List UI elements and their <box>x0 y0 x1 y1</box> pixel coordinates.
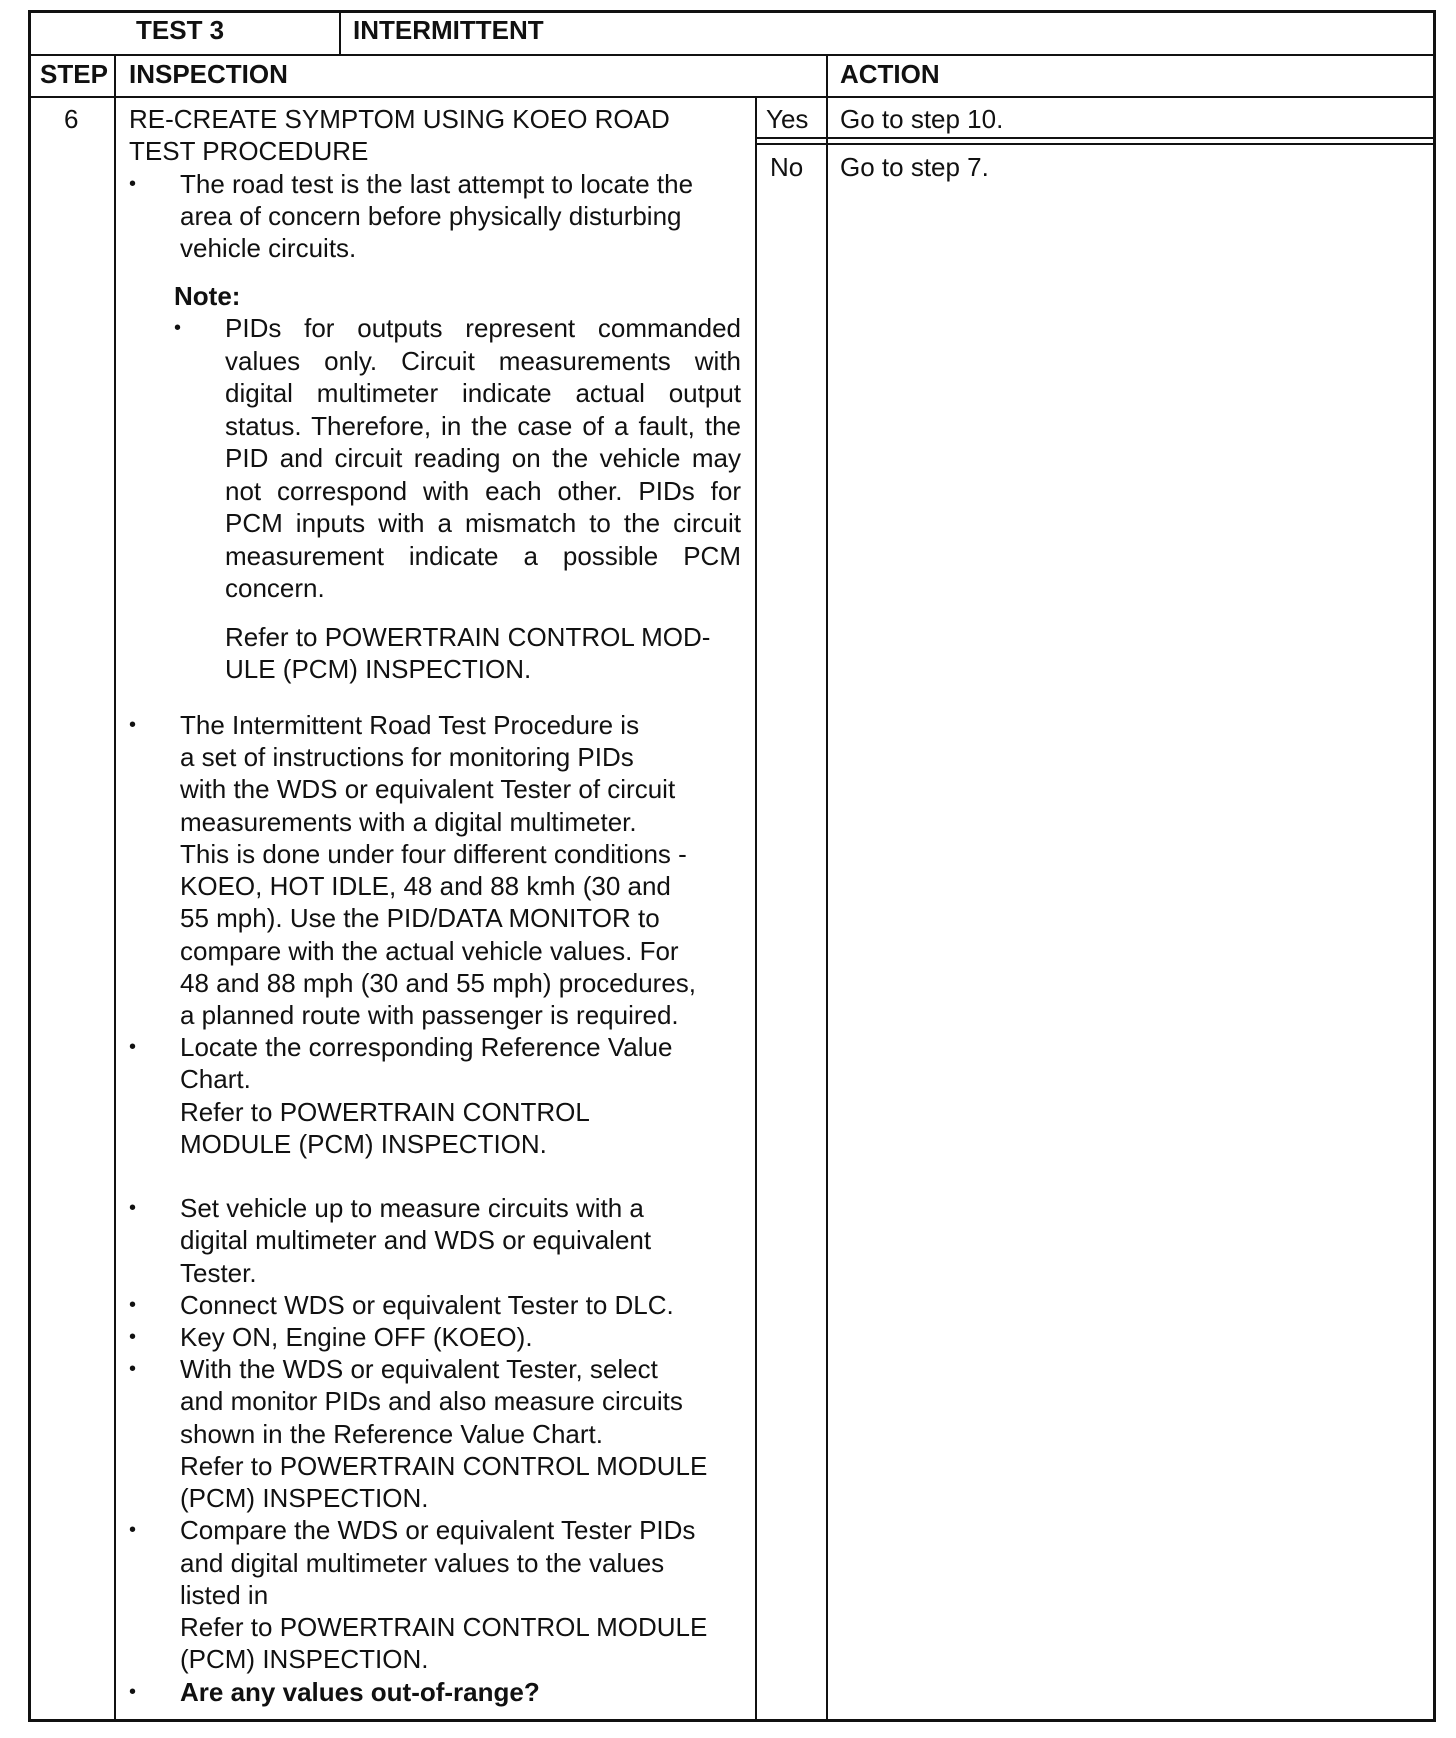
test-number: TEST 3 <box>136 15 225 45</box>
bullet-2-line: with the WDS or equivalent Tester of circuit <box>180 774 676 804</box>
bullet-2-line: a planned route with passenger is required. <box>180 1000 679 1030</box>
bullet-4-line: Set vehicle up to measure circuits with a <box>180 1193 644 1223</box>
bullet-icon: • <box>129 1036 137 1058</box>
bullet-icon: • <box>129 1326 137 1348</box>
bullet-5-line: Connect WDS or equivalent Tester to DLC. <box>180 1290 674 1320</box>
bullet-1-line: area of concern before physically disturbing <box>180 201 682 231</box>
column-header-action: ACTION <box>840 59 940 89</box>
table-border-right <box>1433 10 1436 1722</box>
bullet-8-line: Refer to POWERTRAIN CONTROL MODULE <box>180 1612 708 1642</box>
table-border-left <box>28 10 31 1722</box>
bullet-7-line: shown in the Reference Value Chart. <box>180 1419 603 1449</box>
bullet-8-line: and digital multimeter values to the values <box>180 1548 665 1578</box>
table-border-top <box>28 10 1436 13</box>
bullet-4-line: Tester. <box>180 1258 257 1288</box>
step-number: 6 <box>64 104 79 134</box>
rule-under-title <box>28 54 1436 56</box>
bullet-2-line: 55 mph). Use the PID/DATA MONITOR to <box>180 903 660 933</box>
bullet-7-line: (PCM) INSPECTION. <box>180 1483 429 1513</box>
column-header-inspection: INSPECTION <box>129 59 288 89</box>
answer-no-label: No <box>770 152 804 182</box>
bullet-2-line: 48 and 88 mph (30 and 55 mph) procedures, <box>180 968 697 998</box>
bullet-icon: • <box>129 1197 137 1219</box>
bullet-8-line: listed in <box>180 1580 269 1610</box>
rule-action-column <box>826 54 828 1722</box>
bullet-7-line: Refer to POWERTRAIN CONTROL MODULE <box>180 1451 708 1481</box>
bullet-3-line: Chart. <box>180 1064 251 1094</box>
column-header-step: STEP <box>40 59 108 89</box>
bullet-8-line: (PCM) INSPECTION. <box>180 1644 429 1674</box>
step-question: Are any values out-of-range? <box>180 1677 540 1707</box>
bullet-icon: • <box>174 317 182 339</box>
rule-answer-column <box>755 96 757 1722</box>
bullet-1-line: vehicle circuits. <box>180 233 357 263</box>
rule-yes-row-lower <box>755 143 1436 145</box>
bullet-8-line: Compare the WDS or equivalent Tester PIDs <box>180 1515 696 1545</box>
step-heading-line-1: RE-CREATE SYMPTOM USING KOEO ROAD <box>129 104 670 134</box>
bullet-3-line: Locate the corresponding Reference Value <box>180 1032 673 1062</box>
bullet-7-line: With the WDS or equivalent Tester, select <box>180 1354 658 1384</box>
test-procedure-table <box>28 10 1436 1722</box>
bullet-1-line: The road test is the last attempt to locate the <box>180 169 694 199</box>
bullet-2-line: compare with the actual vehicle values. For <box>180 936 679 966</box>
bullet-icon: • <box>129 1294 137 1316</box>
bullet-2-line: measurements with a digital multimeter. <box>180 807 637 837</box>
note-reference-line: ULE (PCM) INSPECTION. <box>225 654 532 684</box>
rule-step-column <box>114 54 116 1722</box>
answer-yes-label: Yes <box>766 104 809 134</box>
bullet-2-line: The Intermittent Road Test Procedure is <box>180 710 640 740</box>
note-label: Note: <box>174 281 241 311</box>
bullet-icon: • <box>129 1358 137 1380</box>
table-border-bottom <box>28 1719 1436 1722</box>
note-text: PIDs for outputs represent commanded values only. Circuit measurements with digital multimeter indicate actual output status. Therefore, in the case of a fault, the PID and circuit reading on the vehicle may not correspond with each other. PIDs for PCM inputs with a mismatch to the circuit measurement indicate a possible PCM concern. <box>225 313 741 603</box>
rule-title-split <box>339 10 341 54</box>
rule-under-column-headers <box>28 96 1436 98</box>
bullet-icon: • <box>129 714 137 736</box>
rule-yes-row <box>755 137 1436 139</box>
bullet-icon: • <box>129 1681 137 1703</box>
test-title: INTERMITTENT <box>353 15 544 45</box>
bullet-3-line: Refer to POWERTRAIN CONTROL <box>180 1097 590 1127</box>
bullet-2-line: KOEO, HOT IDLE, 48 and 88 kmh (30 and <box>180 871 671 901</box>
answer-yes-action: Go to step 10. <box>840 104 1004 134</box>
answer-no-action: Go to step 7. <box>840 152 989 182</box>
bullet-6-line: Key ON, Engine OFF (KOEO). <box>180 1322 533 1352</box>
note-reference-line: Refer to POWERTRAIN CONTROL MOD- <box>225 622 711 652</box>
bullet-3-line: MODULE (PCM) INSPECTION. <box>180 1129 547 1159</box>
bullet-2-line: This is done under four different conditions - <box>180 839 687 869</box>
bullet-7-line: and monitor PIDs and also measure circuits <box>180 1386 683 1416</box>
bullet-4-line: digital multimeter and WDS or equivalent <box>180 1225 652 1255</box>
bullet-icon: • <box>129 1519 137 1541</box>
bullet-2-line: a set of instructions for monitoring PIDs <box>180 742 634 772</box>
bullet-icon: • <box>129 173 137 195</box>
step-heading-line-2: TEST PROCEDURE <box>129 136 369 166</box>
